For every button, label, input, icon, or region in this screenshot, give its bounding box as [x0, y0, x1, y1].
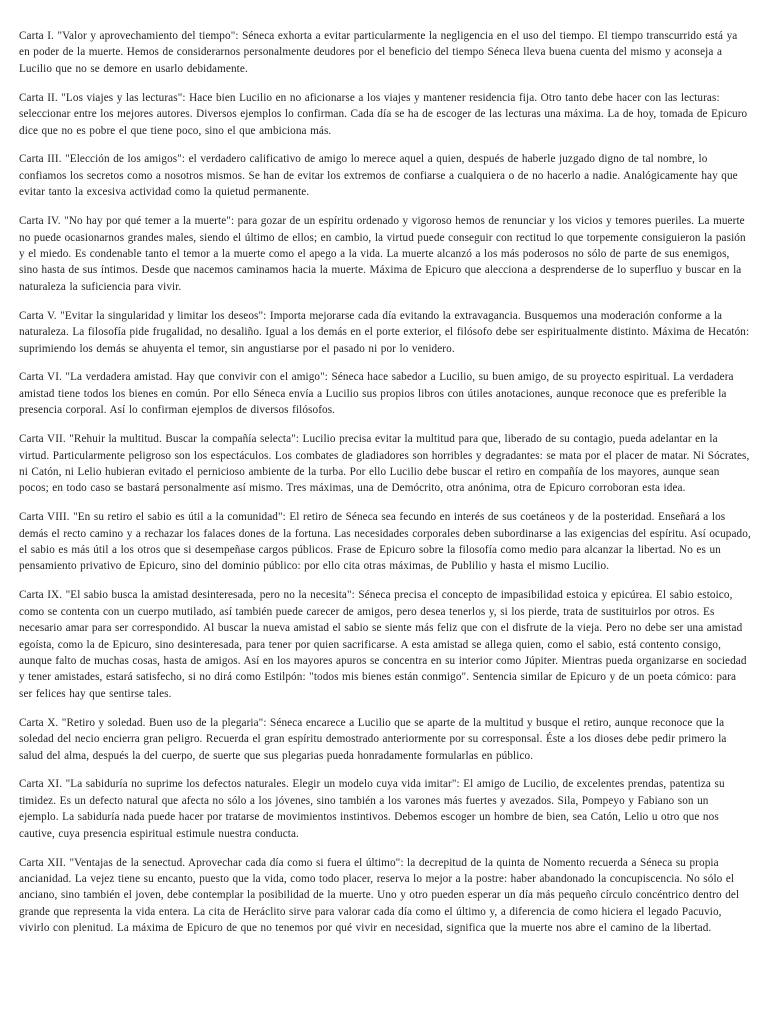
carta-3-paragraph: Carta III. "Elección de los amigos": el verdadero calificativo de amigo lo merece aquel a quien, después de haberle juzgado digno de tal nombre, lo confiamos los secretos como a nosotros mismos. Se han de evitar los extremos de confiarse a cualquiera o de no hacerlo a nadie. Analógicamente hay que evitar tanto la excesiva actividad como la quietud permanente. — [19, 153, 738, 199]
carta-5-paragraph: Carta V. "Evitar la singularidad y limitar los deseos": Importa mejorarse cada día evitando la extravagancia. Busquemos una moderación conforme a la naturaleza. La filosofía pide frugalidad, no desaliño. Igual a los demás en el porte exterior, el filósofo debe ser espiritualmente distinto. Máxima de Hecatón: suprimiendo los demás se ahuyenta el temor, sin angustiarse por el pasado ni por lo venidero. — [19, 309, 750, 355]
carta-8-paragraph: Carta VIII. "En su retiro el sabio es útil a la comunidad": El retiro de Séneca sea fecundo en interés de sus coetáneos y de la posteridad. Enseñará a los demás el recto camino y a rechazar los falaces dones de la fortuna. Las necesidades corporales deben subordinarse a las exigencias del espíritu. Así ocupado, el sabio es más útil a los otros que si desempeñase cargos públicos. Frase de Epicuro sobre la filosofía como medio para alcanzar la libertad. No es un pensamiento privativo de Epicuro, sino del dominio público: por ello cita otras máximas, de Publilio y hasta el mismo Lucilio. — [19, 511, 751, 573]
carta-12-paragraph: Carta XII. "Ventajas de la senectud. Aprovechar cada día como si fuera el último": la decrepitud de la quinta de Nomento recuerda a Séneca su propia ancianidad. La vejez tiene su encanto, puesto que la vida, como todo placer, reserva lo mejor a la postre: haber abandonado la concupiscencia. No sólo el anciano, sino también el joven, debe contemplar la posibilidad de la muerte. Uno y otro pueden esperar un día más pequeño círculo concéntrico dentro del grande que representa la vida entera. La cita de Heráclito sirve para valorar cada día como el último y, a diferencia de como hiciera el legado Pacuvio, vivirlo con plenitud. La máxima de Epicuro de que no tenemos por qué vivir en necesidad, significa que la muerte nos abre el camino de la libertad. — [19, 856, 740, 935]
carta-9-paragraph: Carta IX. "El sabio busca la amistad desinteresada, pero no la necesita": Séneca precisa el concepto de impasibilidad estoica y epicúrea. El sabio estoico, como se contenta con un cuerpo mutilado, así también puede carecer de amigos, pero desea tenerlos y, si los pierde, trata de sustituirlos por otros. Es necesario amar para ser correspondido. Al buscar la nueva amistad el sabio se siente más feliz que con el disfrute de la vieja. Pero no debe ser una amistad egoísta, como la de Epicuro, sino desinteresada, para tener por quien sacrificarse. A esta amistad se allega quien, como el sabio, está contento consigo, aunque falto de muchas cosas, hasta de amigos. Así en los mayores apuros se concentra en su interior como Júpiter. Mientras pueda organizarse en sociedad y tener amistades, estará satisfecho, si no dirá como Estilpón: "todos mis bienes están conmigo". Sentencia similar de Epicuro y de un poeta cómico: para ser felices hay que sentirse tales. — [19, 589, 747, 700]
carta-2-paragraph: Carta II. "Los viajes y las lecturas": Hace bien Lucilio en no aficionarse a los viajes y mantener residencia fija. Otro tanto debe hacer con las lecturas: seleccionar entre los mejores autores. Diversos ejemplos lo confirman. Cada día se ha de escoger de las lecturas una máxima. La de hoy, tomada de Epicuro dice que no es pobre el que tiene poco, sino el que ambiciona más. — [19, 91, 748, 137]
carta-1-paragraph: Carta I. "Valor y aprovechamiento del tiempo": Séneca exhorta a evitar particularmente la negligencia en el uso del tiempo. El tiempo transcurrido está ya en poder de la muerte. Hemos de considerarnos personalmente deudores por el beneficio del tiempo Séneca lleva buena cuenta del mismo y aconseja a Lucilio que no se demore en usarlo debidamente. — [19, 30, 738, 75]
carta-10-paragraph: Carta X. "Retiro y soledad. Buen uso de la plegaria": Séneca encarece a Lucilio que se aparte de la multitud y busque el retiro, aunque reconoce que la soledad del necio encierra gran peligro. Recuerda el gran espíritu demostrado anteriormente por su corresponsal. Éste a los dioses debe pedir primero la salud del alma, después la del cuerpo, de suerte que sus plegarias pueda honradamente formularlas en público. — [19, 716, 727, 762]
carta-4-paragraph: Carta IV. "No hay por qué temer a la muerte": para gozar de un espíritu ordenado y vigoroso hemos de renunciar y los vicios y temores pueriles. La muerte no puede ocasionarnos grandes males, siendo el último de ellos; en cambio, la virtud puede conseguir con rectitud lo que torpemente consiguieron la pasión y el miedo. Es condenable tanto el temor a la muerte como el apego a la vida. La muerte alcanzó a los más poderosos no sólo de parte de sus enemigos, sino hasta de sus íntimos. Desde que nacemos caminamos hacia la muerte. Máxima de Epicuro que alecciona a desprenderse de lo superfluo y buscar en la naturaleza la suficiencia para vivir. — [19, 215, 746, 293]
carta-7-paragraph: Carta VII. "Rehuir la multitud. Buscar la compañía selecta": Lucilio precisa evitar la multitud para que, liberado de su contagio, pueda adelantar en la virtud. Particularmente peligroso son los espectáculos. Los combates de gladiadores son horribles y degradantes: se mata por el placer de matar. Ni Sócrates, ni Catón, ni Lelio hubieran evitado el pernicioso ambiente de la turba. Por ello Lucilio debe buscar el retiro en compañía de los mayores, aunque sean pocos; en todo caso se bastará personalmente así mismo. Tres máximas, una de Demócrito, otra anónima, otra de Epicuro corroboran esta idea. — [19, 433, 750, 495]
carta-11-paragraph: Carta XI. "La sabiduría no suprime los defectos naturales. Elegir un modelo cuya vida imitar": El amigo de Lucilio, de excelentes prendas, patentiza su timidez. Es un defecto natural que afecta no sólo a los jóvenes, sino también a los varones más fuertes y avezados. Sila, Pompeyo y Fabiano son un ejemplo. La sabiduría nada puede hacer por tratarse de movimientos instintivos. Debemos escoger un hombre de bien, sea Catón, Lelio u otro que nos cautive, cuya presencia espiritual estimule nuestra conducta. — [19, 778, 725, 840]
document-body — [19, 28, 751, 949]
carta-6-paragraph: Carta VI. "La verdadera amistad. Hay que convivir con el amigo": Séneca hace sabedor a Lucilio, su buen amigo, de su proyecto espiritual. La verdadera amistad tiene todos los bienes en común. Por ello Séneca envía a Lucilio sus propios libros con útiles anotaciones, aunque reconoce que es preferible la presencia corporal. Así lo confirman ejemplos de diversos filósofos. — [19, 371, 734, 417]
